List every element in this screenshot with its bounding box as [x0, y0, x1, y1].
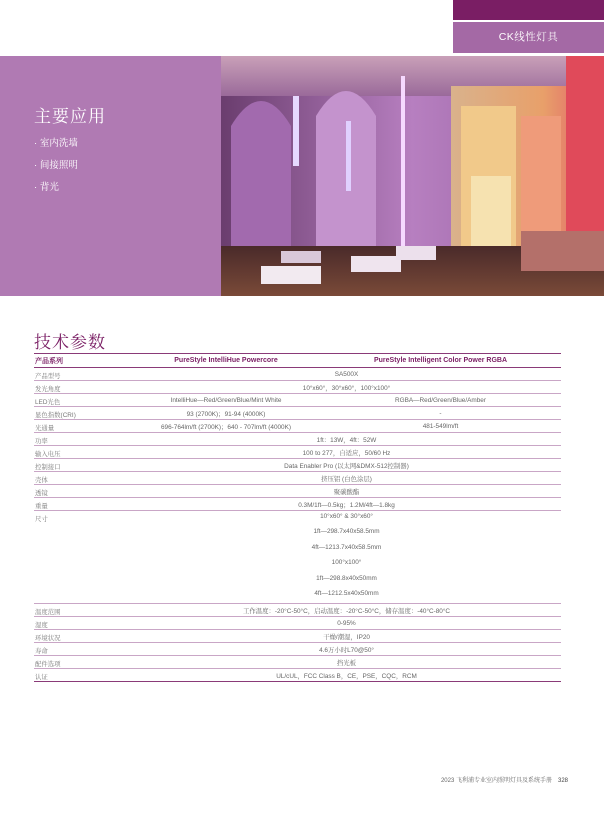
row-value-a: IntelliHue—Red/Green/Blue/Mint White	[132, 394, 320, 407]
application-item: · 间接照明	[34, 155, 78, 177]
application-item: · 室内洗墙	[34, 133, 78, 155]
row-label: 寿命	[34, 643, 132, 656]
row-label: 壳体	[34, 472, 132, 485]
row-value-b: 481-549lm/ft	[320, 420, 561, 433]
row-label: 温度范围	[34, 604, 132, 617]
table-row	[34, 381, 561, 394]
size-line: 100°x100°	[331, 559, 362, 567]
table-row	[34, 630, 561, 643]
row-label: 控制接口	[34, 459, 132, 472]
size-line: 1ft—298.8x40x50mm	[316, 574, 377, 582]
table-row	[34, 459, 561, 472]
size-line: 4ft—1212.5x40x50mm	[314, 589, 379, 597]
table-row	[34, 643, 561, 656]
size-line: 4ft—1213.7x40x58.5mm	[311, 543, 382, 551]
table-row	[34, 407, 561, 420]
size-line: 10°x60° & 30°x60°	[320, 513, 373, 520]
row-value: Data Enabler Pro (以太网&DMX-512控制器)	[132, 459, 561, 472]
row-label: 透镜	[34, 485, 132, 498]
row-label: 认证	[34, 669, 132, 682]
table-row	[34, 433, 561, 446]
column-header: PureStyle IntelliHue Powercore	[132, 354, 320, 368]
row-label: 光通量	[34, 420, 132, 433]
section-tab: CK线性灯具	[453, 22, 604, 53]
row-value: 聚碳酸酯	[132, 485, 561, 498]
row-value: 干燥/潮湿，IP20	[132, 630, 561, 643]
restaurant-photo	[221, 56, 604, 296]
application-item: · 背光	[34, 177, 78, 199]
table-header-row	[34, 354, 561, 368]
row-label: 重量	[34, 498, 132, 511]
size-line: 1ft—298.7x40x58.5mm	[313, 528, 380, 536]
brand-bar	[453, 0, 604, 20]
table-row	[34, 394, 561, 407]
row-label: 尺寸	[34, 511, 132, 604]
table-row	[34, 669, 561, 682]
row-value-a: 696-764lm/ft (2700K)；640 - 707lm/ft (4000K)	[132, 420, 320, 433]
row-label: 环境状况	[34, 630, 132, 643]
hero-title: 主要应用	[34, 107, 106, 126]
row-value: 10°x60°，30°x60°，100°x100°	[132, 381, 561, 394]
row-label: 输入电压	[34, 446, 132, 459]
row-value: UL/cUL，FCC Class B，CE，PSE，CQC，RCM	[132, 669, 561, 682]
row-value-size	[132, 511, 561, 604]
row-label: 显色指数(CRI)	[34, 407, 132, 420]
row-value: 挡光板	[132, 656, 561, 669]
row-value: 1ft：13W，4ft：52W	[132, 433, 561, 446]
row-value: 0.3M/1ft—0.5kg；1.2M/4ft—1.8kg	[132, 498, 561, 511]
table-row	[34, 368, 561, 381]
table-row	[34, 498, 561, 511]
column-header: 产品系列	[34, 354, 132, 368]
row-label: 产品型号	[34, 368, 132, 381]
restaurant-photo-illustration	[221, 56, 604, 296]
table-row	[34, 617, 561, 630]
spec-table	[34, 353, 561, 682]
table-row	[34, 420, 561, 433]
row-value: 100 to 277，自适应，50/60 Hz	[132, 446, 561, 459]
row-label: 湿度	[34, 617, 132, 630]
row-value: 0-95%	[132, 617, 561, 630]
row-label: 发光角度	[34, 381, 132, 394]
row-value: 挤压铝 (白色涂层)	[132, 472, 561, 485]
row-value-b: -	[320, 407, 561, 420]
row-value: SA500X	[132, 368, 561, 381]
page-footer	[0, 775, 568, 784]
table-row	[34, 656, 561, 669]
spec-title: 技术参数	[34, 333, 106, 352]
row-label: 配件选项	[34, 656, 132, 669]
column-header: PureStyle Intelligent Color Power RGBA	[320, 354, 561, 368]
row-value-a: 93 (2700K)；91-94 (4000K)	[132, 407, 320, 420]
row-label: LED光色	[34, 394, 132, 407]
table-row	[34, 446, 561, 459]
page-number: 328	[557, 778, 568, 784]
table-row	[34, 604, 561, 617]
footer-text: 2023 飞利浦专业室内照明灯具及系统手册	[440, 778, 552, 784]
row-label: 功率	[34, 433, 132, 446]
table-row-size	[34, 511, 561, 604]
row-value: 工作温度：-20°C-50°C，启动温度：-20°C-50°C，储存温度：-40°C-80°C	[132, 604, 561, 617]
table-row	[34, 485, 561, 498]
table-row	[34, 472, 561, 485]
row-value: 4.6万小时L70@50°	[132, 643, 561, 656]
row-value-b: RGBA—Red/Green/Blue/Amber	[320, 394, 561, 407]
application-list	[34, 133, 78, 199]
